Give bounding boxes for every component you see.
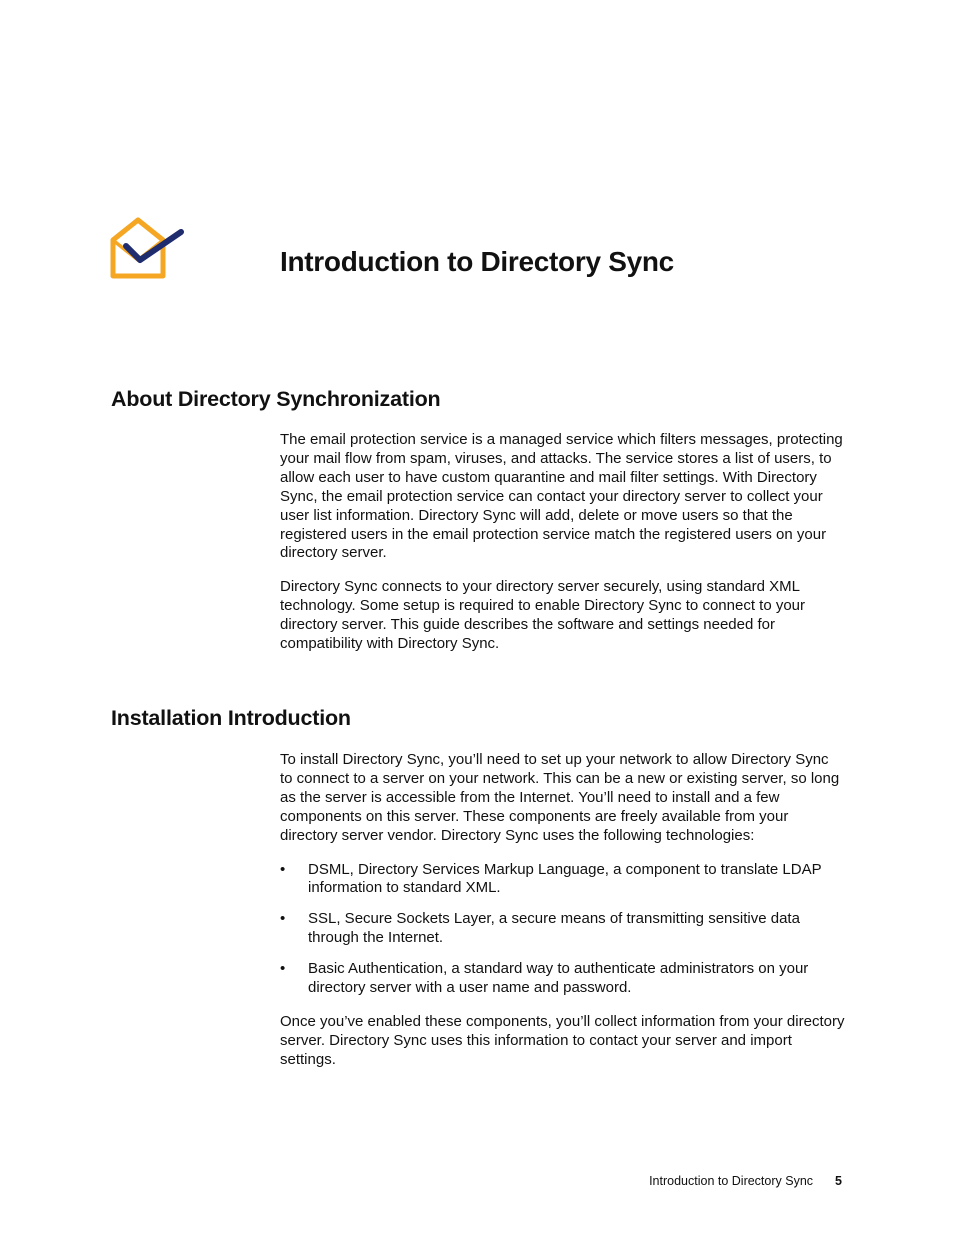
running-title: Introduction to Directory Sync xyxy=(649,1174,814,1188)
bullet-marker: • xyxy=(280,860,286,878)
page-number: 5 xyxy=(835,1174,842,1188)
list-item xyxy=(280,910,845,948)
technology-list xyxy=(280,861,845,998)
paragraph: To install Directory Sync, you’ll need to set up your network to allow Directory Sync to connect to a server on your network. This can be a new or existing server, so long as the server is accessible from the Internet. You’ll need to install and a few components on this server. These components are freely available from your directory server vendor. Directory Sync uses the following technologies: xyxy=(280,751,840,844)
paragraph: Directory Sync connects to your directory server securely, using standard XML technology. Some setup is required to enable Directory Sync to connect to your directory server. This guide describes the software and settings needed for compatibility with Directory Sync. xyxy=(280,578,806,653)
list-item-text: SSL, Secure Sockets Layer, a secure means of transmitting sensitive data through the Internet. xyxy=(308,910,800,947)
section-heading-about: About Directory Synchronization xyxy=(111,387,441,411)
section-heading-installation: Installation Introduction xyxy=(111,706,351,730)
page-footer xyxy=(560,1174,842,1188)
bullet-marker: • xyxy=(280,960,286,978)
list-item-text: DSML, Directory Services Markup Language, a component to translate LDAP information to standard XML. xyxy=(308,860,822,897)
list-item xyxy=(280,960,845,998)
section-body-installation xyxy=(280,751,845,1085)
bullet-marker: • xyxy=(280,910,286,928)
section-body-about xyxy=(280,431,845,669)
paragraph: Once you’ve enabled these components, you’ll collect information from your directory server. Directory Sync uses this information to contact your server and import settings. xyxy=(280,1012,845,1068)
list-item xyxy=(280,861,845,899)
paragraph: The email protection service is a managed service which filters messages, protecting your mail flow from spam, viruses, and attacks. The service stores a list of users, to allow each user to have custom quarantine and mail filter settings. With Directory Sync, the email protection service can contact your directory server to collect your user list information. Directory Sync will add, delete or move users so that the registered users in the email protection service match the registered users on your directory server. xyxy=(280,431,843,562)
chapter-title: Introduction to Directory Sync xyxy=(280,246,674,277)
envelope-check-icon xyxy=(110,216,184,280)
list-item-text: Basic Authentication, a standard way to authenticate administrators on your directory server with a user name and password. xyxy=(308,960,809,997)
